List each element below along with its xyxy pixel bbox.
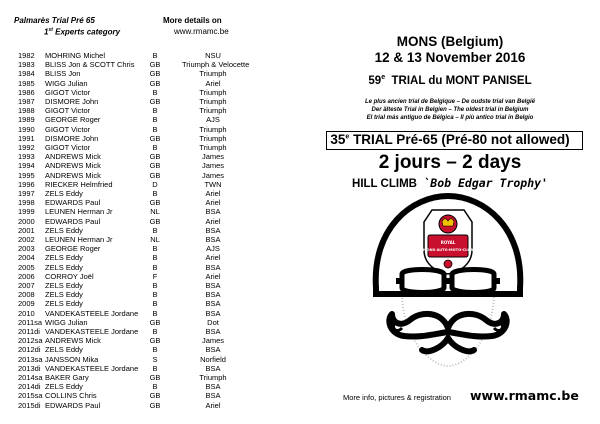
winner-nationality: B <box>152 281 158 290</box>
list-title: Palmarès Trial Pré 65 <box>14 16 95 25</box>
winner-name: GIGOT Victor <box>45 87 91 97</box>
winner-machine: BSA <box>205 299 221 309</box>
winner-year: 2015di <box>18 400 41 410</box>
svg-text:MONS·AUTO·MOTO·CLUB: MONS·AUTO·MOTO·CLUB <box>422 248 474 252</box>
winner-machine: Ariel <box>205 216 221 226</box>
winner-name: DISMORE John <box>45 97 99 106</box>
winner-machine: BSA <box>205 382 221 392</box>
winner-name: EDWARDS Paul <box>45 198 101 208</box>
winner-year: 2014sa <box>18 373 43 382</box>
winner-name: ANDREWS Mick <box>45 170 101 180</box>
winner-nationality: B <box>152 143 158 152</box>
subtitle-1: Le plus ancien trial de Belgique – De oudste trial van België <box>364 99 536 105</box>
winner-row <box>0 401 300 411</box>
winner-nationality: B <box>152 189 158 198</box>
winner-name: VANDEKASTEELE Jordane <box>45 363 139 373</box>
winner-name: GIGOT Victor <box>45 143 91 152</box>
winner-name: GIGOT Victor <box>45 124 91 134</box>
winner-nationality: B <box>152 225 158 235</box>
winner-name: COLLINS Chris <box>45 391 97 401</box>
edition-number: 59 <box>368 74 382 87</box>
winner-year: 1989 <box>18 115 35 125</box>
winner-machine: James <box>201 336 225 346</box>
winner-machine: BSA <box>205 207 221 217</box>
winner-machine: AJS <box>206 115 220 125</box>
winner-machine: James <box>201 161 225 171</box>
winner-nationality: B <box>152 308 158 318</box>
winner-year: 2004 <box>18 253 35 263</box>
winner-nationality: B <box>152 299 158 309</box>
winner-nationality: GB <box>149 78 161 88</box>
winner-nationality: GB <box>149 400 161 410</box>
winner-name: ZELS Eddy <box>45 299 83 309</box>
winner-nationality: NL <box>150 207 160 217</box>
winner-name: EDWARDS Paul <box>45 216 101 226</box>
trophy-name: `Bob Edgar Trophy' <box>423 176 548 190</box>
winner-machine: Ariel <box>205 253 221 263</box>
winner-machine: James <box>201 152 225 162</box>
winner-machine: Dot <box>207 317 219 327</box>
winner-year: 2014di <box>18 382 41 392</box>
winner-machine: Norfield <box>200 354 226 364</box>
winner-year: 1990 <box>18 124 35 134</box>
winner-year: 2012sa <box>18 336 43 346</box>
site-link[interactable]: www.rmamc.be <box>174 27 229 36</box>
footer-text: More info, pictures & registration <box>343 393 451 402</box>
winner-year: 1994 <box>18 161 35 171</box>
winner-year: 1992 <box>18 143 35 152</box>
winner-nationality: B <box>152 87 158 97</box>
winner-year: 1997 <box>18 189 35 198</box>
winner-nationality: D <box>152 179 158 189</box>
winner-nationality: GB <box>149 152 161 162</box>
winner-machine: BSA <box>205 327 221 336</box>
winner-year: 2008 <box>18 290 35 300</box>
winner-name: ZELS Eddy <box>45 253 83 263</box>
winner-machine: AJS <box>206 244 220 254</box>
winner-machine: BSA <box>205 308 221 318</box>
winner-nationality: GB <box>149 391 161 401</box>
winner-year: 2015sa <box>18 391 43 401</box>
winner-year: 1991 <box>18 133 35 143</box>
winner-name: DISMORE John <box>45 133 99 143</box>
winner-name: LEUNEN Herman Jr <box>45 235 113 244</box>
winner-nationality: GB <box>149 317 161 327</box>
winner-name: CORROY Joël <box>45 271 94 281</box>
winner-year: 1984 <box>18 69 35 79</box>
winner-machine: Ariel <box>205 271 221 281</box>
winner-name: VANDEKASTEELE Jordane <box>45 308 139 318</box>
winner-machine: NSU <box>205 51 221 60</box>
hill-climb-title: HILL CLIMB `Bob Edgar Trophy' <box>352 176 548 190</box>
winner-year: 1996 <box>18 179 35 189</box>
winner-name: BLISS Jon & SCOTT Chris <box>45 60 135 70</box>
subtitle-3: El trial más antiguo de Bélgica – Il più antico trial in Belgio <box>366 115 534 121</box>
winner-name: ZELS Eddy <box>45 281 83 290</box>
winner-name: BLISS Jon <box>45 69 81 79</box>
winner-name: ANDREWS Mick <box>45 336 101 346</box>
winner-name: ZELS Eddy <box>45 382 83 392</box>
winner-machine: Ariel <box>205 78 221 88</box>
winner-machine: BSA <box>205 290 221 300</box>
winner-year: 2003 <box>18 244 35 254</box>
more-details-label: More details on <box>163 16 222 25</box>
winner-name: BAKER Gary <box>45 373 89 382</box>
winner-name: LEUNEN Herman Jr <box>45 207 113 217</box>
winner-machine: Ariel <box>205 400 221 410</box>
winner-name: MOHRING Michel <box>45 51 106 60</box>
event-date: 12 & 13 November 2016 <box>374 50 526 65</box>
rmamc-badge-icon <box>423 210 473 274</box>
winner-year: 1995 <box>18 170 35 180</box>
winner-nationality: GB <box>149 60 161 70</box>
winner-year: 2002 <box>18 235 35 244</box>
winner-nationality: GB <box>149 336 161 346</box>
winner-machine: James <box>201 170 225 180</box>
winner-nationality: B <box>152 244 158 254</box>
mascot-illustration <box>362 188 534 378</box>
winner-year: 1993 <box>18 152 35 162</box>
winner-nationality: GB <box>149 69 161 79</box>
winner-machine: Triumph <box>199 87 227 97</box>
winner-machine: Triumph <box>199 69 227 79</box>
event-city: MONS (Belgium) <box>396 34 504 49</box>
winner-year: 2011di <box>18 327 40 336</box>
winner-name: JANSSON Mika <box>45 354 99 364</box>
winner-year: 1986 <box>18 87 35 97</box>
winner-name: GEORGE Roger <box>45 115 101 125</box>
subtitle-2: Der älteste Trial in Belgien – The oldest trial in Belgium <box>371 107 529 113</box>
category-label: 1st Experts category <box>44 27 121 37</box>
winner-machine: BSA <box>205 235 221 244</box>
winner-name: ANDREWS Mick <box>45 152 101 162</box>
winner-nationality: B <box>152 290 158 300</box>
trial-name: TRIAL du MONT PANISEL <box>391 74 532 87</box>
winner-machine: Triumph <box>199 97 227 106</box>
winner-nationality: GB <box>149 161 161 171</box>
winner-name: GEORGE Roger <box>45 244 101 254</box>
winner-nationality: B <box>152 262 158 272</box>
winner-name: RIECKER Helmfried <box>45 179 113 189</box>
category-box-text: 35e TRIAL Pré-65 (Pré-80 not allowed) <box>330 132 570 147</box>
winner-machine: Ariel <box>205 198 221 208</box>
winner-nationality: B <box>152 363 158 373</box>
winner-name: ZELS Eddy <box>45 262 83 272</box>
winner-nationality: NL <box>150 235 160 244</box>
winner-machine: BSA <box>205 281 221 290</box>
winner-name: EDWARDS Paul <box>45 400 101 410</box>
winner-name: ANDREWS Mick <box>45 161 101 171</box>
winner-nationality: GB <box>149 170 161 180</box>
winner-machine: BSA <box>205 345 221 355</box>
winner-nationality: GB <box>149 373 161 382</box>
winner-machine: BSA <box>205 225 221 235</box>
winner-year: 2012di <box>18 345 41 355</box>
winner-year: 1983 <box>18 60 35 70</box>
winner-name: ZELS Eddy <box>45 189 83 198</box>
winner-name: WIGG Julian <box>45 317 88 327</box>
winner-nationality: B <box>152 115 158 125</box>
winner-nationality: B <box>152 124 158 134</box>
winner-nationality: B <box>152 382 158 392</box>
winner-name: ZELS Eddy <box>45 345 83 355</box>
winner-year: 1982 <box>18 51 35 60</box>
winner-year: 1998 <box>18 198 35 208</box>
winner-machine: BSA <box>205 391 221 401</box>
winner-year: 2006 <box>18 271 35 281</box>
winner-nationality: GB <box>149 198 161 208</box>
winner-machine: Triumph <box>199 133 227 143</box>
winner-machine: TWN <box>204 179 222 189</box>
winner-machine: Triumph <box>199 143 227 152</box>
winner-machine: Triumph <box>199 106 227 116</box>
footer-url-link[interactable]: www.rmamc.be <box>470 388 579 403</box>
winner-year: 1999 <box>18 207 35 217</box>
winner-nationality: B <box>152 345 158 355</box>
winner-year: 1985 <box>18 78 35 88</box>
winner-name: GIGOT Victor <box>45 106 91 116</box>
winner-machine: Ariel <box>205 189 221 198</box>
winner-nationality: S <box>152 354 158 364</box>
winner-name: ZELS Eddy <box>45 225 83 235</box>
winner-name: VANDEKASTEELE Jordane <box>45 327 139 336</box>
winner-machine: Triumph <box>199 124 227 134</box>
winner-nationality: GB <box>149 133 161 143</box>
winner-name: WIGG Julian <box>45 78 88 88</box>
winner-year: 2005 <box>18 262 35 272</box>
event-title: 59e TRIAL du MONT PANISEL <box>368 74 532 87</box>
winner-machine: Triumph <box>199 373 227 382</box>
winner-nationality: F <box>152 271 158 281</box>
winner-nationality: GB <box>149 97 161 106</box>
winner-year: 2000 <box>18 216 35 226</box>
winner-machine: Triumph & Velocette <box>182 60 250 70</box>
winner-year: 1988 <box>18 106 35 116</box>
winner-year: 2013sa <box>18 354 43 364</box>
winner-nationality: B <box>152 253 158 263</box>
winner-year: 2013di <box>18 363 41 373</box>
days-title: 2 jours – 2 days <box>378 152 522 173</box>
moustache-icon <box>389 314 506 337</box>
winner-nationality: B <box>152 51 158 60</box>
winner-year: 2007 <box>18 281 35 290</box>
svg-text:ROYAL: ROYAL <box>440 240 456 245</box>
winner-machine: BSA <box>205 262 221 272</box>
winner-year: 2011sa <box>18 317 43 327</box>
winner-year: 1987 <box>18 97 35 106</box>
winner-nationality: B <box>152 106 158 116</box>
winner-year: 2001 <box>18 225 35 235</box>
winner-name: ZELS Eddy <box>45 290 83 300</box>
winner-nationality: B <box>152 327 158 336</box>
winner-year: 2010 <box>18 308 35 318</box>
winner-year: 2009 <box>18 299 35 309</box>
winner-machine: BSA <box>205 363 221 373</box>
winner-nationality: GB <box>149 216 161 226</box>
